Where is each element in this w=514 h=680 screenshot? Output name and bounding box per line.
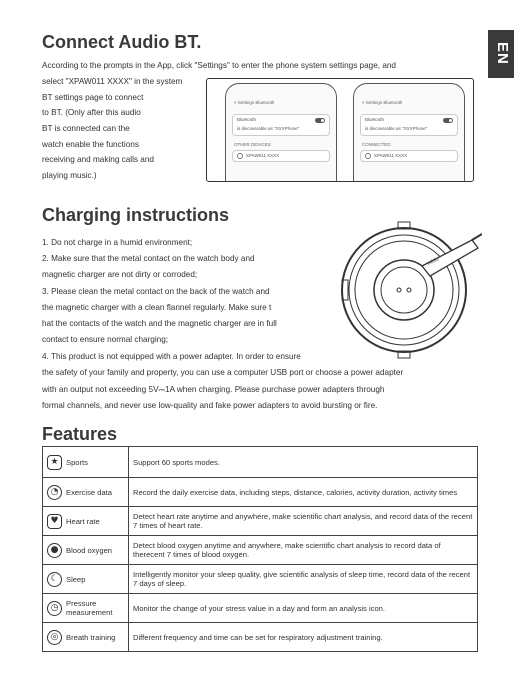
bluetooth-card (232, 114, 330, 136)
charging-line: 4. This product is not equipped with a power adapter. In order to ensure (42, 352, 301, 361)
moon-icon: ☾ (47, 572, 62, 587)
bluetooth-note: is discoverable as "XXXPhone" (365, 126, 428, 131)
connect-line: receiving and making calls and (42, 155, 154, 164)
device-icon (365, 153, 371, 159)
charging-line: 3. Please clean the metal contact on the back of the watch and (42, 287, 270, 296)
charging-line: 1. Do not charge in a humid environment; (42, 238, 193, 247)
bluetooth-label: Bluetooth (237, 117, 257, 122)
feature-row (43, 565, 478, 594)
feature-name-cell (43, 536, 129, 565)
device-icon (237, 153, 243, 159)
connect-line: playing music.) (42, 171, 97, 180)
pressure-gauge-icon: ◷ (47, 601, 62, 616)
charging-line: magnetic charger are not dirty or corroded; (42, 270, 198, 279)
language-tab (488, 30, 514, 78)
feature-row (43, 447, 478, 478)
connect-line: BT is connected can the (42, 124, 130, 133)
feature-desc: Detect blood oxygen anytime and anywhere, make scientific chart analysis to record data of therecent 7 times of blood oxygen. (129, 536, 478, 565)
blood-drop-icon: ● (47, 543, 62, 558)
feature-desc: Support 60 sports modes. (129, 447, 478, 478)
phone-left (225, 83, 337, 182)
phone-right-header: < Settings Bluetooth (362, 100, 403, 105)
bluetooth-toggle[interactable] (443, 118, 453, 123)
phone-screenshots-frame (206, 78, 474, 182)
feature-name: Blood oxygen (66, 545, 113, 555)
feature-row (43, 478, 478, 507)
feature-name: Heart rate (66, 516, 100, 526)
feature-desc: Detect heart rate anytime and anywhere, make scientific chart analysis, and record data of the recent 7 times of heart rate. (129, 507, 478, 536)
bluetooth-card (360, 114, 458, 136)
feature-row (43, 623, 478, 652)
connect-line: According to the prompts in the App, click "Settings" to enter the phone system settings page, and (42, 61, 396, 70)
charging-line: 2. Make sure that the metal contact on the watch body and (42, 254, 255, 263)
cable-brand-label: mibfo (426, 256, 440, 267)
feature-desc: Record the daily exercise data, including steps, distance, calories, activity duration, activity times (129, 478, 478, 507)
feature-name: Breath training (66, 632, 116, 642)
charging-title: Charging instructions (42, 205, 230, 225)
connect-title: Connect Audio BT. (42, 32, 202, 52)
feature-row (43, 594, 478, 623)
connect-line: select "XPAW011 XXXX" in the system (42, 77, 183, 86)
charging-line: the magnetic charger with a clean flannel regularly. Make sure t (42, 303, 272, 312)
feature-name-cell (43, 594, 129, 623)
feature-name-cell (43, 623, 129, 652)
language-tab-label: EN (494, 42, 511, 65)
feature-desc: Monitor the change of your stress value in a day and form an analysis icon. (129, 594, 478, 623)
feature-name: Sleep (66, 574, 86, 584)
charging-line: the safety of your family and property, you can use a computer USB port or choose a power adapter (42, 368, 404, 377)
feature-desc: Different frequency and time can be set for respiratory adjustment training. (129, 623, 478, 652)
features-title: Features (42, 424, 118, 444)
connected-section-label: CONNECTED (362, 142, 391, 147)
feature-name-cell (43, 565, 129, 594)
charging-line: hat the contacts of the watch and the magnetic charger are in full (42, 319, 277, 328)
device-name: XPAW011 XXXX (246, 153, 280, 159)
charging-line: with an output not exceeding 5V⎓1A when charging. Please purchase power adapters through (42, 385, 385, 394)
connect-line: BT settings page to connect (42, 93, 144, 102)
charging-line: contact to ensure normal charging; (42, 335, 169, 344)
device-row[interactable] (232, 150, 330, 162)
heart-rate-icon: ♥ (47, 514, 62, 529)
feature-row (43, 507, 478, 536)
feature-name-cell (43, 507, 129, 536)
feature-desc: Intelligently monitor your sleep quality, give scientific analysis of sleep time, record data of the recent 7 days of sleep. (129, 565, 478, 594)
charging-line: formal channels, and never use low-quality and fake power adapters to avoid bursting or fire. (42, 401, 378, 410)
feature-row (43, 536, 478, 565)
exercise-gauge-icon: ◔ (47, 485, 62, 500)
features-table (42, 446, 478, 652)
feature-name: Sports (66, 457, 88, 467)
feature-name-cell (43, 478, 129, 507)
devices-section-label: OTHER DEVICES (234, 142, 271, 147)
running-person-icon: ★ (47, 455, 62, 470)
phone-left-header: < Settings Bluetooth (234, 100, 275, 105)
feature-name: Pressure measurement (66, 599, 113, 617)
device-row[interactable] (360, 150, 458, 162)
breath-ring-icon: ◎ (47, 630, 62, 645)
bluetooth-note: is discoverable as "XXXPhone" (237, 126, 300, 131)
feature-name-cell (43, 447, 129, 478)
feature-name: Exercise data (66, 487, 113, 497)
bluetooth-label: Bluetooth (365, 117, 385, 122)
connect-line: watch enable the functions (42, 140, 139, 149)
connect-line: to BT. (Only after this audio (42, 108, 141, 117)
phone-right (353, 83, 465, 182)
bluetooth-toggle[interactable] (315, 118, 325, 123)
device-name: XPAW011 XXXX (374, 153, 408, 159)
watch-charger-illustration (332, 218, 482, 368)
